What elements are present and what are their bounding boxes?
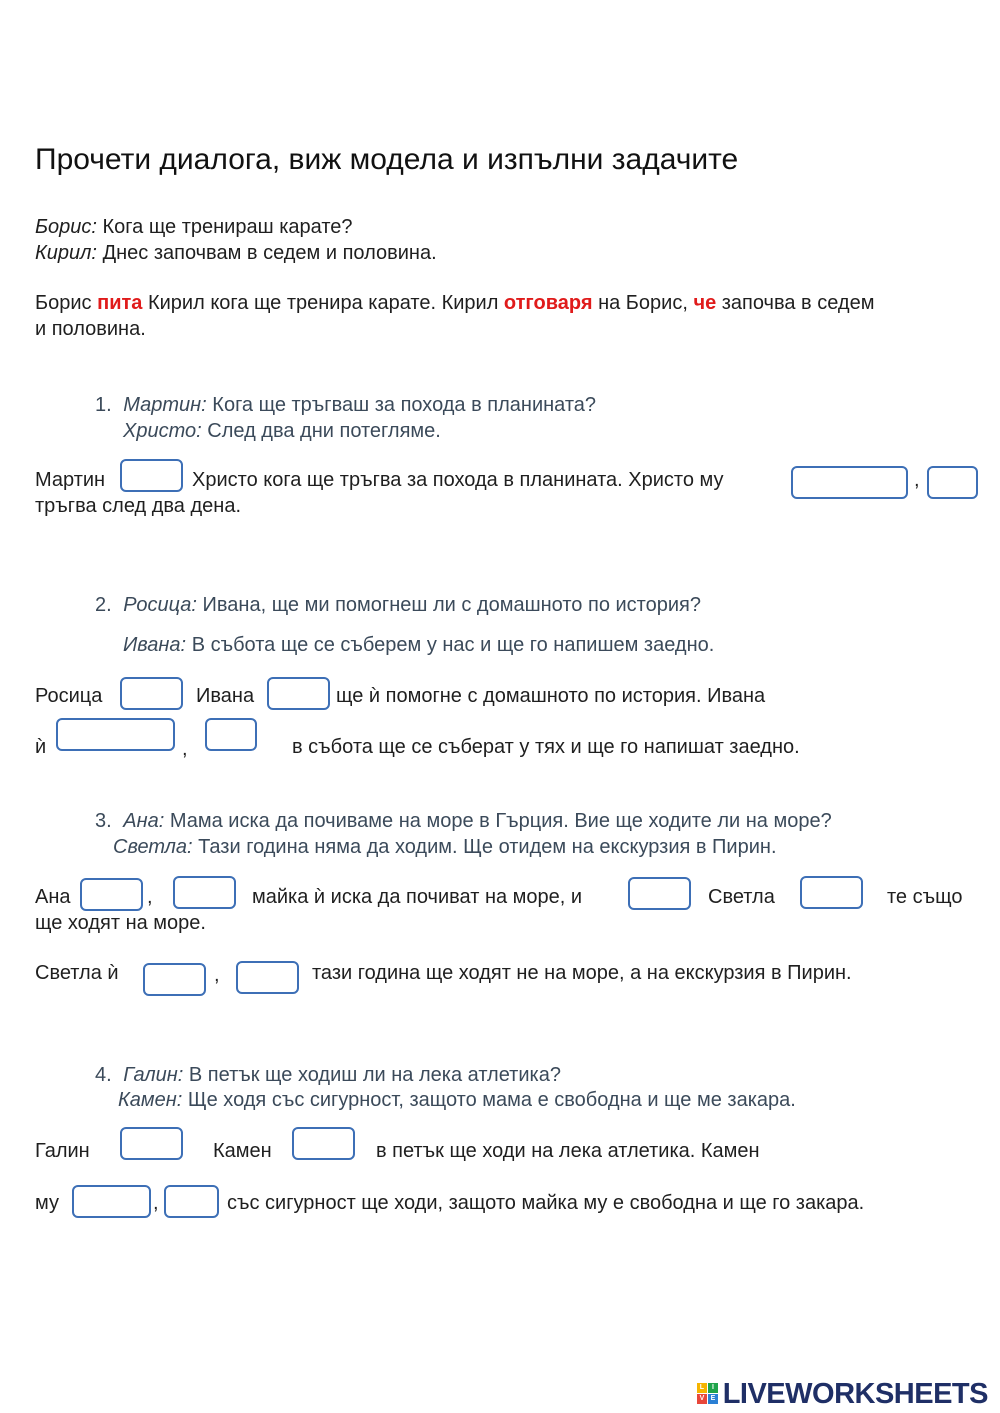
dialogue-text: Ивана, ще ми помогнеш ли с домашното по история?: [202, 594, 701, 616]
speaker: Камен:: [118, 1089, 183, 1111]
task-number: 2.: [95, 594, 112, 616]
sentence-text: майка ѝ иска да почиват на море, и: [252, 886, 583, 908]
answer-input-1c[interactable]: [927, 466, 978, 499]
speaker: Ивана:: [123, 634, 187, 656]
sentence-text: тръгва след два дена.: [35, 495, 242, 517]
speaker-kiril: Кирил:: [35, 242, 97, 264]
sentence-text: Ана: [35, 886, 71, 908]
speaker: Христо:: [123, 420, 202, 442]
logo-cube-letter: V: [697, 1394, 707, 1404]
sentence-text: Светла: [708, 886, 775, 908]
sentence-text: ѝ: [35, 736, 47, 758]
speaker: Светла:: [113, 836, 193, 858]
answer-input-2a[interactable]: [120, 677, 183, 710]
speaker-boris: Борис:: [35, 216, 97, 238]
answer-input-3f[interactable]: [236, 961, 299, 994]
dialogue-text: В петък ще ходиш ли на лека атлетика?: [188, 1064, 561, 1086]
model-text: Борис: [35, 292, 92, 314]
task3-answer-line: [113, 836, 777, 859]
dialogue-text: Ще ходя със сигурност, защото мама е свободна и ще ме закара.: [187, 1089, 796, 1111]
model-line-1: [35, 216, 353, 239]
speaker: Ана:: [123, 810, 165, 832]
sentence-text: Камен: [213, 1140, 272, 1162]
sentence-text: му: [35, 1192, 59, 1214]
model-text: Кирил кога ще тренира карате. Кирил: [147, 292, 499, 314]
task3-question-line: [95, 810, 832, 833]
answer-input-4b[interactable]: [292, 1127, 355, 1160]
task1-question-line: [95, 394, 596, 417]
logo-cube-letter: L: [697, 1383, 707, 1393]
answer-input-4c[interactable]: [72, 1185, 151, 1218]
dialogue-text: Тази година няма да ходим. Ще отидем на екскурзия в Пирин.: [198, 836, 777, 858]
answer-input-3e[interactable]: [143, 963, 206, 996]
task2-answer-line: [123, 634, 714, 657]
sentence-text: тази година ще ходят не на море, а на екскурзия в Пирин.: [312, 962, 852, 984]
answer-input-3d[interactable]: [800, 876, 863, 909]
comma: ,: [147, 886, 153, 908]
dialogue-text: След два дни потегляме.: [207, 420, 441, 442]
page-title: Прочети диалога, виж модела и изпълни задачите: [35, 143, 739, 176]
answer-input-4d[interactable]: [164, 1185, 219, 1218]
speaker: Росица:: [123, 594, 197, 616]
task1-answer-line: [123, 420, 441, 443]
sentence-text: ще ѝ помогне с домашното по история. Ивана: [336, 685, 766, 707]
dialogue-text: В събота ще се съберем у нас и ще го напишем заедно.: [191, 634, 715, 656]
answer-input-2b[interactable]: [267, 677, 330, 710]
logo-cube-letter: I: [708, 1383, 718, 1393]
model-question: Кога ще тренираш карате?: [102, 216, 353, 238]
answer-input-3a[interactable]: [80, 878, 143, 911]
sentence-text: Галин: [35, 1140, 90, 1162]
answer-input-3c[interactable]: [628, 877, 691, 910]
model-text: на Борис,: [598, 292, 688, 314]
sentence-text: те също: [887, 886, 963, 908]
model-answer: Днес започвам в седем и половина.: [102, 242, 437, 264]
logo-cube-letter: E: [708, 1394, 718, 1404]
task-number: 4.: [95, 1064, 112, 1086]
model-line-2: [35, 242, 437, 265]
sentence-text: в събота ще се съберат у тях и ще го напишат заедно.: [292, 736, 800, 758]
answer-input-4a[interactable]: [120, 1127, 183, 1160]
answer-input-1b[interactable]: [791, 466, 908, 499]
task4-answer-line: [118, 1089, 796, 1112]
answer-input-2d[interactable]: [205, 718, 257, 751]
dialogue-text: Кога ще тръгваш за похода в планината?: [212, 394, 597, 416]
model-keyword-answers: отговаря: [503, 292, 593, 314]
sentence-text: със сигурност ще ходи, защото майка му е свободна и ще го закара.: [227, 1192, 865, 1214]
sentence-text: в петък ще ходи на лека атлетика. Камен: [376, 1140, 760, 1162]
comma: ,: [153, 1192, 159, 1214]
dialogue-text: Мама иска да почиваме на море в Гърция. Вие ще ходите ли на море?: [169, 810, 832, 832]
speaker: Мартин:: [123, 394, 207, 416]
sentence-text: Ивана: [196, 685, 255, 707]
answer-input-1a[interactable]: [120, 459, 183, 492]
task2-question-line: [95, 594, 701, 617]
task-number: 1.: [95, 394, 112, 416]
sentence-text: Светла ѝ: [35, 962, 119, 984]
comma: ,: [182, 738, 188, 760]
task-number: 3.: [95, 810, 112, 832]
task4-question-line: [95, 1064, 561, 1087]
answer-input-3b[interactable]: [173, 876, 236, 909]
logo-text: LIVEWORKSHEETS: [722, 1378, 988, 1410]
speaker: Галин:: [123, 1064, 184, 1086]
liveworksheets-logo: [697, 1378, 988, 1411]
sentence-text: Росица: [35, 685, 103, 707]
answer-input-2c[interactable]: [56, 718, 175, 751]
sentence-text: ще ходят на море.: [35, 912, 206, 934]
model-sentence-line-2: и половина.: [35, 318, 146, 340]
comma: ,: [914, 469, 920, 491]
sentence-text: Христо кога ще тръгва за похода в планината. Христо му: [192, 469, 724, 491]
comma: ,: [214, 964, 220, 986]
model-keyword-asks: пита: [97, 292, 143, 314]
model-sentence-line-1: [35, 292, 874, 315]
model-text: започва в седем: [721, 292, 875, 314]
model-keyword-that: че: [693, 292, 717, 314]
sentence-text: Мартин: [35, 469, 106, 491]
logo-cube-icon: [697, 1383, 719, 1405]
